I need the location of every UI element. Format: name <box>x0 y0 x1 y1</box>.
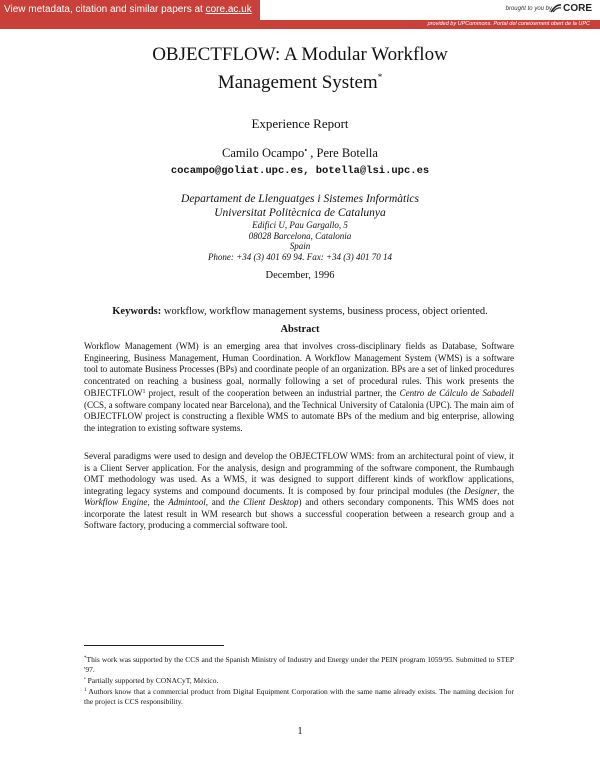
keywords <box>0 306 600 317</box>
abstract-heading: Abstract <box>280 324 320 335</box>
title-line-2-text: Management System <box>217 72 378 93</box>
addr-line-3: Spain <box>289 241 311 251</box>
addr-line-2: 08028 Barcelona, Catalonia <box>248 230 352 241</box>
author-separator: , <box>307 146 317 160</box>
dept-line-1: Departament de Llenguatges i Sistemes Informàtics <box>181 193 419 205</box>
footnote-1-mark: * <box>84 656 87 661</box>
author-2: Pere Botella <box>316 146 378 160</box>
p2-admintool: Admintool <box>168 497 206 507</box>
page-number: 1 <box>297 726 303 737</box>
title-line-2 <box>0 66 600 94</box>
footnote-2-text: Partially supported by CONACyT, México. <box>85 676 219 685</box>
author-emails: cocampo@goliat.upc.es, botella@lsi.upc.es <box>170 165 430 177</box>
view-metadata-text: View metadata, citation and similar papers at <box>4 4 206 15</box>
title-footnote-mark: * <box>377 72 383 82</box>
paper-date: December, 1996 <box>265 270 335 281</box>
footnotes <box>84 654 514 707</box>
provider-bar <box>0 20 600 29</box>
footnote-3 <box>84 686 514 707</box>
core-top-bar <box>0 0 600 20</box>
paper-title <box>0 44 600 94</box>
p2-part-c: , the <box>147 497 169 507</box>
footnote-1-text: This work was supported by the CCS and the Spanish Ministry of Industry and Energy under the PEIN program 1059/95. Submitted to STEP '97. <box>84 655 514 674</box>
p2-designer: Designer <box>464 485 498 496</box>
p1-footnote-mark: 1 <box>142 389 146 395</box>
provided-by-link[interactable]: provided by UPCommons. Portal del coneixement obert de la UPC <box>427 21 590 27</box>
footnote-2 <box>84 675 514 686</box>
footnote-3-mark: 1 <box>84 688 87 693</box>
p2-client-desktop: the Client Desktop <box>228 497 299 507</box>
core-logo[interactable] <box>550 3 592 14</box>
p1-ccs-name: Centro de Cálculo de Sabadell <box>399 388 514 398</box>
footnote-1 <box>84 654 514 675</box>
p2-part-d: , and <box>205 497 229 507</box>
author-1: Camilo Ocampo <box>222 146 305 160</box>
keywords-label: Keywords: <box>112 306 162 317</box>
author-1-mark: • <box>304 146 308 155</box>
authors <box>0 146 600 161</box>
paper-subtitle: Experience Report <box>251 116 349 131</box>
abstract-paragraph-2 <box>84 451 514 532</box>
p1-part-b: project, result of the cooperation between an industrial partner, the <box>145 388 400 398</box>
addr-line-4: Phone: +34 (3) 401 69 94. Fax: +34 (3) 401 70 14 <box>207 251 393 262</box>
p1-part-a: Workflow Management (WM) is an emerging area that involves cross-disciplinary fields as Database, Software Engineering, Business Management, Human Coordination. A Workflow Management System (WMS) is a software tool to automate Business Processes (BPs) and coordinate people of an organization. BPs are a set of linked procedures concentrated on reaching a business goal, normally following a set of procedural rules. This work presents the OBJECTFLOW <box>84 341 514 398</box>
core-logo-label: CORE <box>563 3 592 14</box>
core-domain-link[interactable]: core.ac.uk <box>205 4 252 15</box>
p2-part-a: Several paradigms were used to design and develop the OBJECTFLOW WMS: from an architectural point of view, it is a Client Server application. For the analysis, design and programming of the software component, the Rumbaugh OMT methodology was used. As a WMS, it was designed to support different kinds of workflow applications, integrating legacy systems and compound documents. It is composed by four principal modules (the <box>84 451 514 496</box>
footnote-3-text: Authors know that a commercial product from Digital Equipment Corporation with the same name already exists. The naming decision for the project is CCS responsibility. <box>84 687 514 706</box>
abstract-paragraph-1 <box>84 341 514 434</box>
address <box>0 220 600 262</box>
p1-part-c: (CCS, a software company located near Barcelona), and the Technical University of Catalonia (UPC). The main aim of OBJECTFLOW project is constructing a flexible WMS to automate BPs of the medium and big enterprise, allowing the integration to existing software systems. <box>84 399 514 433</box>
p2-workflow-engine: Workflow Engine <box>84 497 148 507</box>
addr-line-1: Edifici U, Pau Gargallo, 5 <box>252 220 348 230</box>
keywords-text: workflow, workflow management systems, business process, object oriented. <box>161 306 488 317</box>
view-metadata-link[interactable] <box>0 0 260 20</box>
dept-line-2: Universitat Politècnica de Catalunya <box>214 207 386 219</box>
footnote-divider <box>84 645 224 646</box>
affiliation <box>0 192 600 220</box>
p2-part-e: ) and others secondary components. This WMS does not incorporate the latest result in WM research but shows a successful cooperation between a research group and a Software factory, producing a commercial software tool. <box>84 497 515 530</box>
core-logo-icon <box>550 3 562 13</box>
brought-to-you-text: brought to you by <box>505 6 552 12</box>
p2-part-b: , the <box>497 485 514 496</box>
footnote-2-mark: • <box>84 677 86 682</box>
title-line-1: OBJECTFLOW: A Modular Workflow <box>152 44 448 65</box>
